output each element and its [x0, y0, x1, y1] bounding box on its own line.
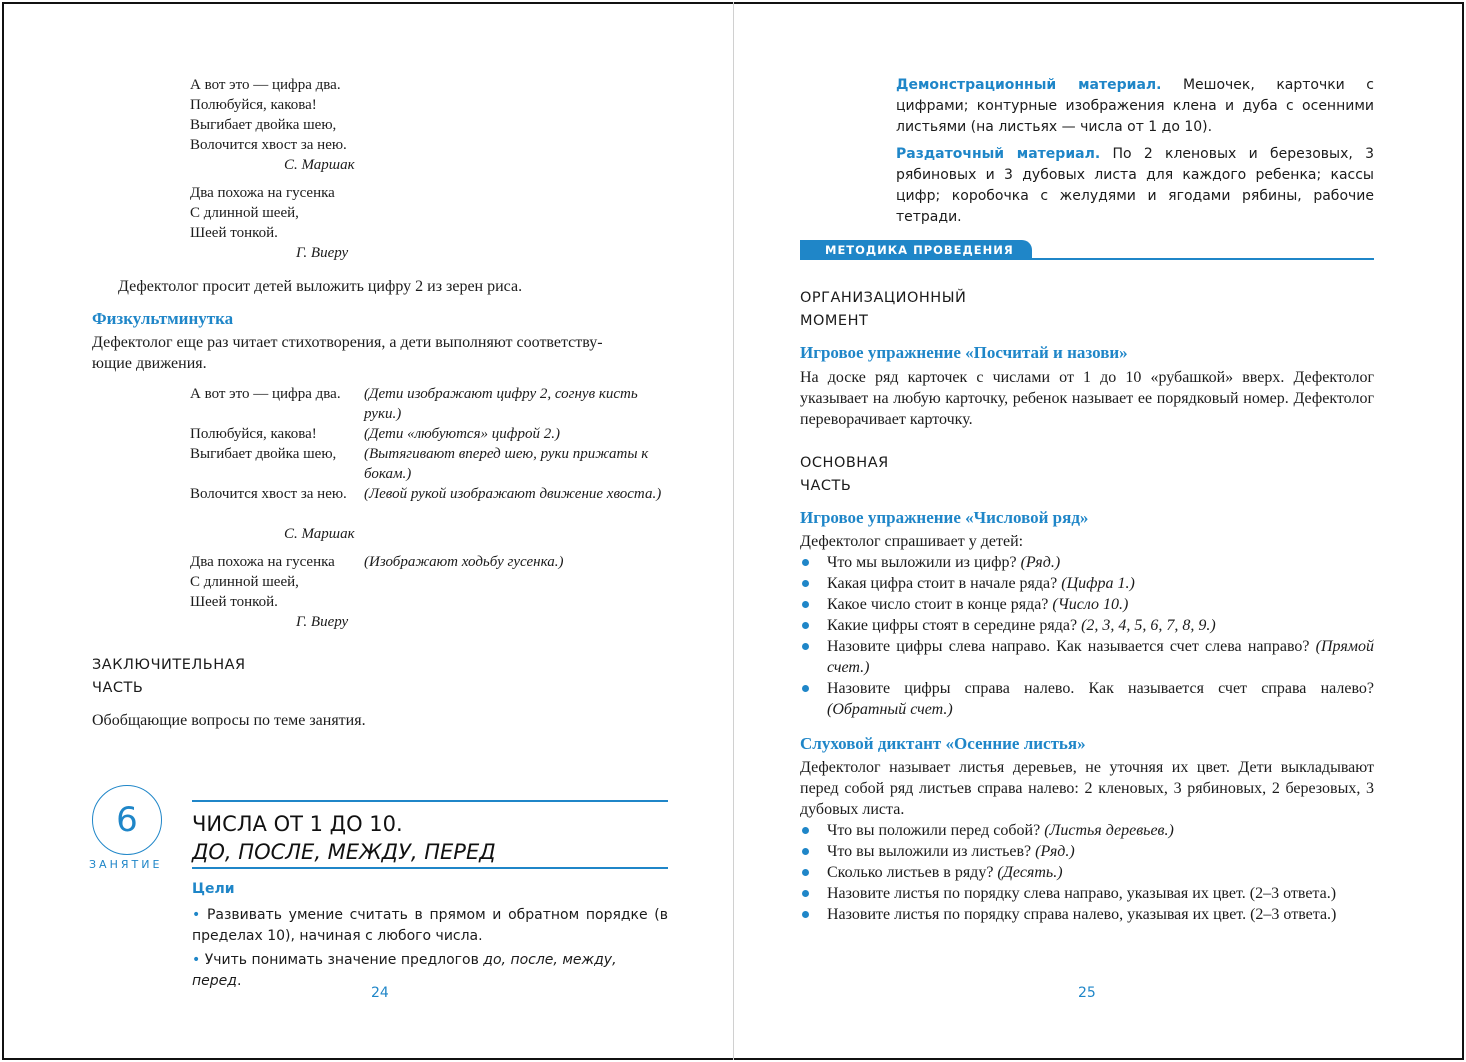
- physical-break-intro: ющие движения.: [92, 355, 207, 372]
- method-section-rule: [800, 258, 1374, 260]
- poem-line: Полюбуйся, какова!: [190, 97, 317, 113]
- book-spine: [733, 2, 734, 1060]
- poem-author: Г. Виеру: [296, 245, 349, 261]
- list-item: Назовите листья по порядку справа налево, указывая их цвет. (2–3 ответа.): [800, 904, 1374, 925]
- list-item: Сколько листьев в ряду? (Десять.): [800, 862, 1374, 883]
- poem-line: С длинной шеей,: [190, 574, 299, 590]
- demo-material-label: Демонстрационный материал.: [896, 77, 1162, 93]
- lesson-label: ЗАНЯТИЕ: [89, 858, 163, 871]
- exercise-title-count: Игровое упражнение «Посчитай и назови»: [800, 343, 1128, 362]
- exercise-intro: Дефектолог спрашивает у детей:: [800, 533, 1024, 550]
- poem-author: С. Маршак: [284, 526, 355, 542]
- list-item: Что мы выложили из цифр? (Ряд.): [800, 552, 1374, 573]
- org-moment-title: [800, 287, 966, 333]
- poem-line: Выгибает двойка шею,: [190, 446, 337, 462]
- lesson-number-badge: 6: [92, 785, 162, 855]
- poem-line: Полюбуйся, какова!: [190, 426, 317, 442]
- goal-text: .: [236, 973, 242, 989]
- list-item: Какие цифры стоят в середине ряда? (2, 3, 4, 5, 6, 7, 8, 9.): [800, 615, 1374, 636]
- org-moment-text: На доске ряд карточек с числами от 1 до 10 «рубашкой» вверх. Дефектолог указывает на любую карточку, ребенок называет ее порядковый номер. Дефектолог переворачивает карточку.: [800, 369, 1374, 428]
- final-part-text: Обобщающие вопросы по теме занятия.: [92, 712, 366, 729]
- page-number-left: 24: [371, 985, 389, 1001]
- list-item: Назовите листья по порядку слева направо, указывая их цвет. (2–3 ответа.): [800, 883, 1374, 904]
- poem-author: С. Маршак: [284, 157, 355, 173]
- bullet-icon: •: [192, 952, 201, 968]
- question-list: [800, 552, 1374, 720]
- poem-line: С длинной шеей,: [190, 205, 299, 221]
- list-item: Назовите цифры слева направо. Как называется счет слева направо? (Прямой счет.): [800, 636, 1374, 678]
- bullet-icon: [802, 643, 809, 650]
- final-part-title: [92, 654, 246, 700]
- final-part-title-line: ЧАСТЬ: [92, 680, 144, 696]
- bullet-icon: [802, 601, 809, 608]
- goals-heading: Цели: [192, 881, 235, 897]
- main-part-title-line: ЧАСТЬ: [800, 478, 852, 494]
- lesson-title-line: ЧИСЛА ОТ 1 ДО 10.: [192, 812, 403, 836]
- list-item: Назовите цифры справа налево. Как называется счет справа налево? (Обратный счет.): [800, 678, 1374, 720]
- bullet-icon: [802, 685, 809, 692]
- exercise-title-autumn-leaves: Слуховой диктант «Осенние листья»: [800, 734, 1086, 753]
- page-number-right: 25: [1078, 985, 1096, 1001]
- demo-material-text: Мешочек, карточки с цифрами; контурные изображения клена и дуба с осенними листьями (на листьях — числа от 1 до 10).: [896, 77, 1374, 135]
- physical-break-intro: Дефектолог еще раз читает стихотворения, а дети выполняют соответству-: [92, 334, 603, 351]
- movement-note: (Изображают ходьбу гусенка.): [364, 554, 564, 570]
- main-part-title: [800, 452, 889, 498]
- movement-note: (Дети изображают цифру 2, согнув кисть руки.): [364, 386, 638, 422]
- lesson-bottom-rule: [192, 867, 668, 869]
- lesson-title: [192, 810, 496, 866]
- bullet-icon: [802, 890, 809, 897]
- poem-line: Волочится хвост за нею.: [190, 137, 347, 153]
- lesson-title-line: ДО, ПОСЛЕ, МЕЖДУ, ПЕРЕД: [192, 840, 496, 864]
- handout-material-label: Раздаточный материал.: [896, 146, 1101, 162]
- org-moment-title-line: МОМЕНТ: [800, 313, 869, 329]
- poem-line: Два похожа на гусенка: [190, 554, 335, 570]
- bullet-icon: [802, 911, 809, 918]
- lesson-top-rule: [192, 800, 668, 802]
- final-part-title-line: ЗАКЛЮЧИТЕЛЬНАЯ: [92, 657, 246, 673]
- bullet-icon: [802, 848, 809, 855]
- org-moment-title-line: ОРГАНИЗАЦИОННЫЙ: [800, 290, 967, 306]
- exercise-intro: Дефектолог называет листья деревьев, не уточняя их цвет. Дети выкладывают перед собой ряд листьев справа налево: 2 кленовых, 3 рябиновых, 2 березовых, 3 дубовых листа.: [800, 759, 1374, 818]
- list-item: Что вы выложили из листьев? (Ряд.): [800, 841, 1374, 862]
- demo-material: [896, 75, 1374, 138]
- movement-note: (Дети «любуются» цифрой 2.): [364, 426, 560, 442]
- goal-text: Учить понимать значение предлогов: [204, 952, 484, 968]
- bullet-icon: [802, 580, 809, 587]
- method-section-tab: МЕТОДИКА ПРОВЕДЕНИЯ: [800, 240, 1032, 260]
- rice-instruction: Дефектолог просит детей выложить цифру 2 из зерен риса.: [118, 278, 523, 295]
- movement-note: (Вытягивают вперед шею, руки прижаты к бокам.): [364, 446, 649, 482]
- main-part-title-line: ОСНОВНАЯ: [800, 455, 889, 471]
- handout-material-text: По 2 кленовых и березовых, 3 рябиновых и 3 дубовых листа для каждого ребенка; кассы цифр; коробочка с желудями и ягодами рябины, рабочие тетради.: [896, 146, 1374, 225]
- poem-line: А вот это — цифра два.: [190, 386, 341, 402]
- poem-line: Шеей тонкой.: [190, 225, 278, 241]
- movement-note: (Левой рукой изображают движение хвоста.): [364, 486, 662, 502]
- bullet-icon: [802, 827, 809, 834]
- goal-text-italic: до, после, между, перед: [192, 952, 617, 989]
- bullet-icon: [802, 869, 809, 876]
- poem-line: Два похожа на гусенка: [190, 185, 335, 201]
- handout-material: [896, 144, 1374, 228]
- question-list: [800, 820, 1374, 925]
- goal-item: [192, 905, 668, 947]
- bullet-icon: [802, 559, 809, 566]
- list-item: Какая цифра стоит в начале ряда? (Цифра 1.): [800, 573, 1374, 594]
- poem-line: Выгибает двойка шею,: [190, 117, 337, 133]
- physical-break-heading: Физкультминутка: [92, 309, 234, 328]
- goal-text: Развивать умение считать в прямом и обратном порядке (в пределах 10), начиная с любого числа.: [192, 907, 669, 944]
- poem-line: А вот это — цифра два.: [190, 77, 341, 93]
- bullet-icon: [802, 622, 809, 629]
- goal-item: [192, 950, 668, 992]
- poem-line: Шеей тонкой.: [190, 594, 278, 610]
- list-item: Какое число стоит в конце ряда? (Число 10.): [800, 594, 1374, 615]
- list-item: Что вы положили перед собой? (Листья деревьев.): [800, 820, 1374, 841]
- bullet-icon: •: [192, 907, 201, 923]
- poem-author: Г. Виеру: [296, 614, 349, 630]
- poem-line: Волочится хвост за нею.: [190, 486, 347, 502]
- exercise-title-number-row: Игровое упражнение «Числовой ряд»: [800, 508, 1089, 527]
